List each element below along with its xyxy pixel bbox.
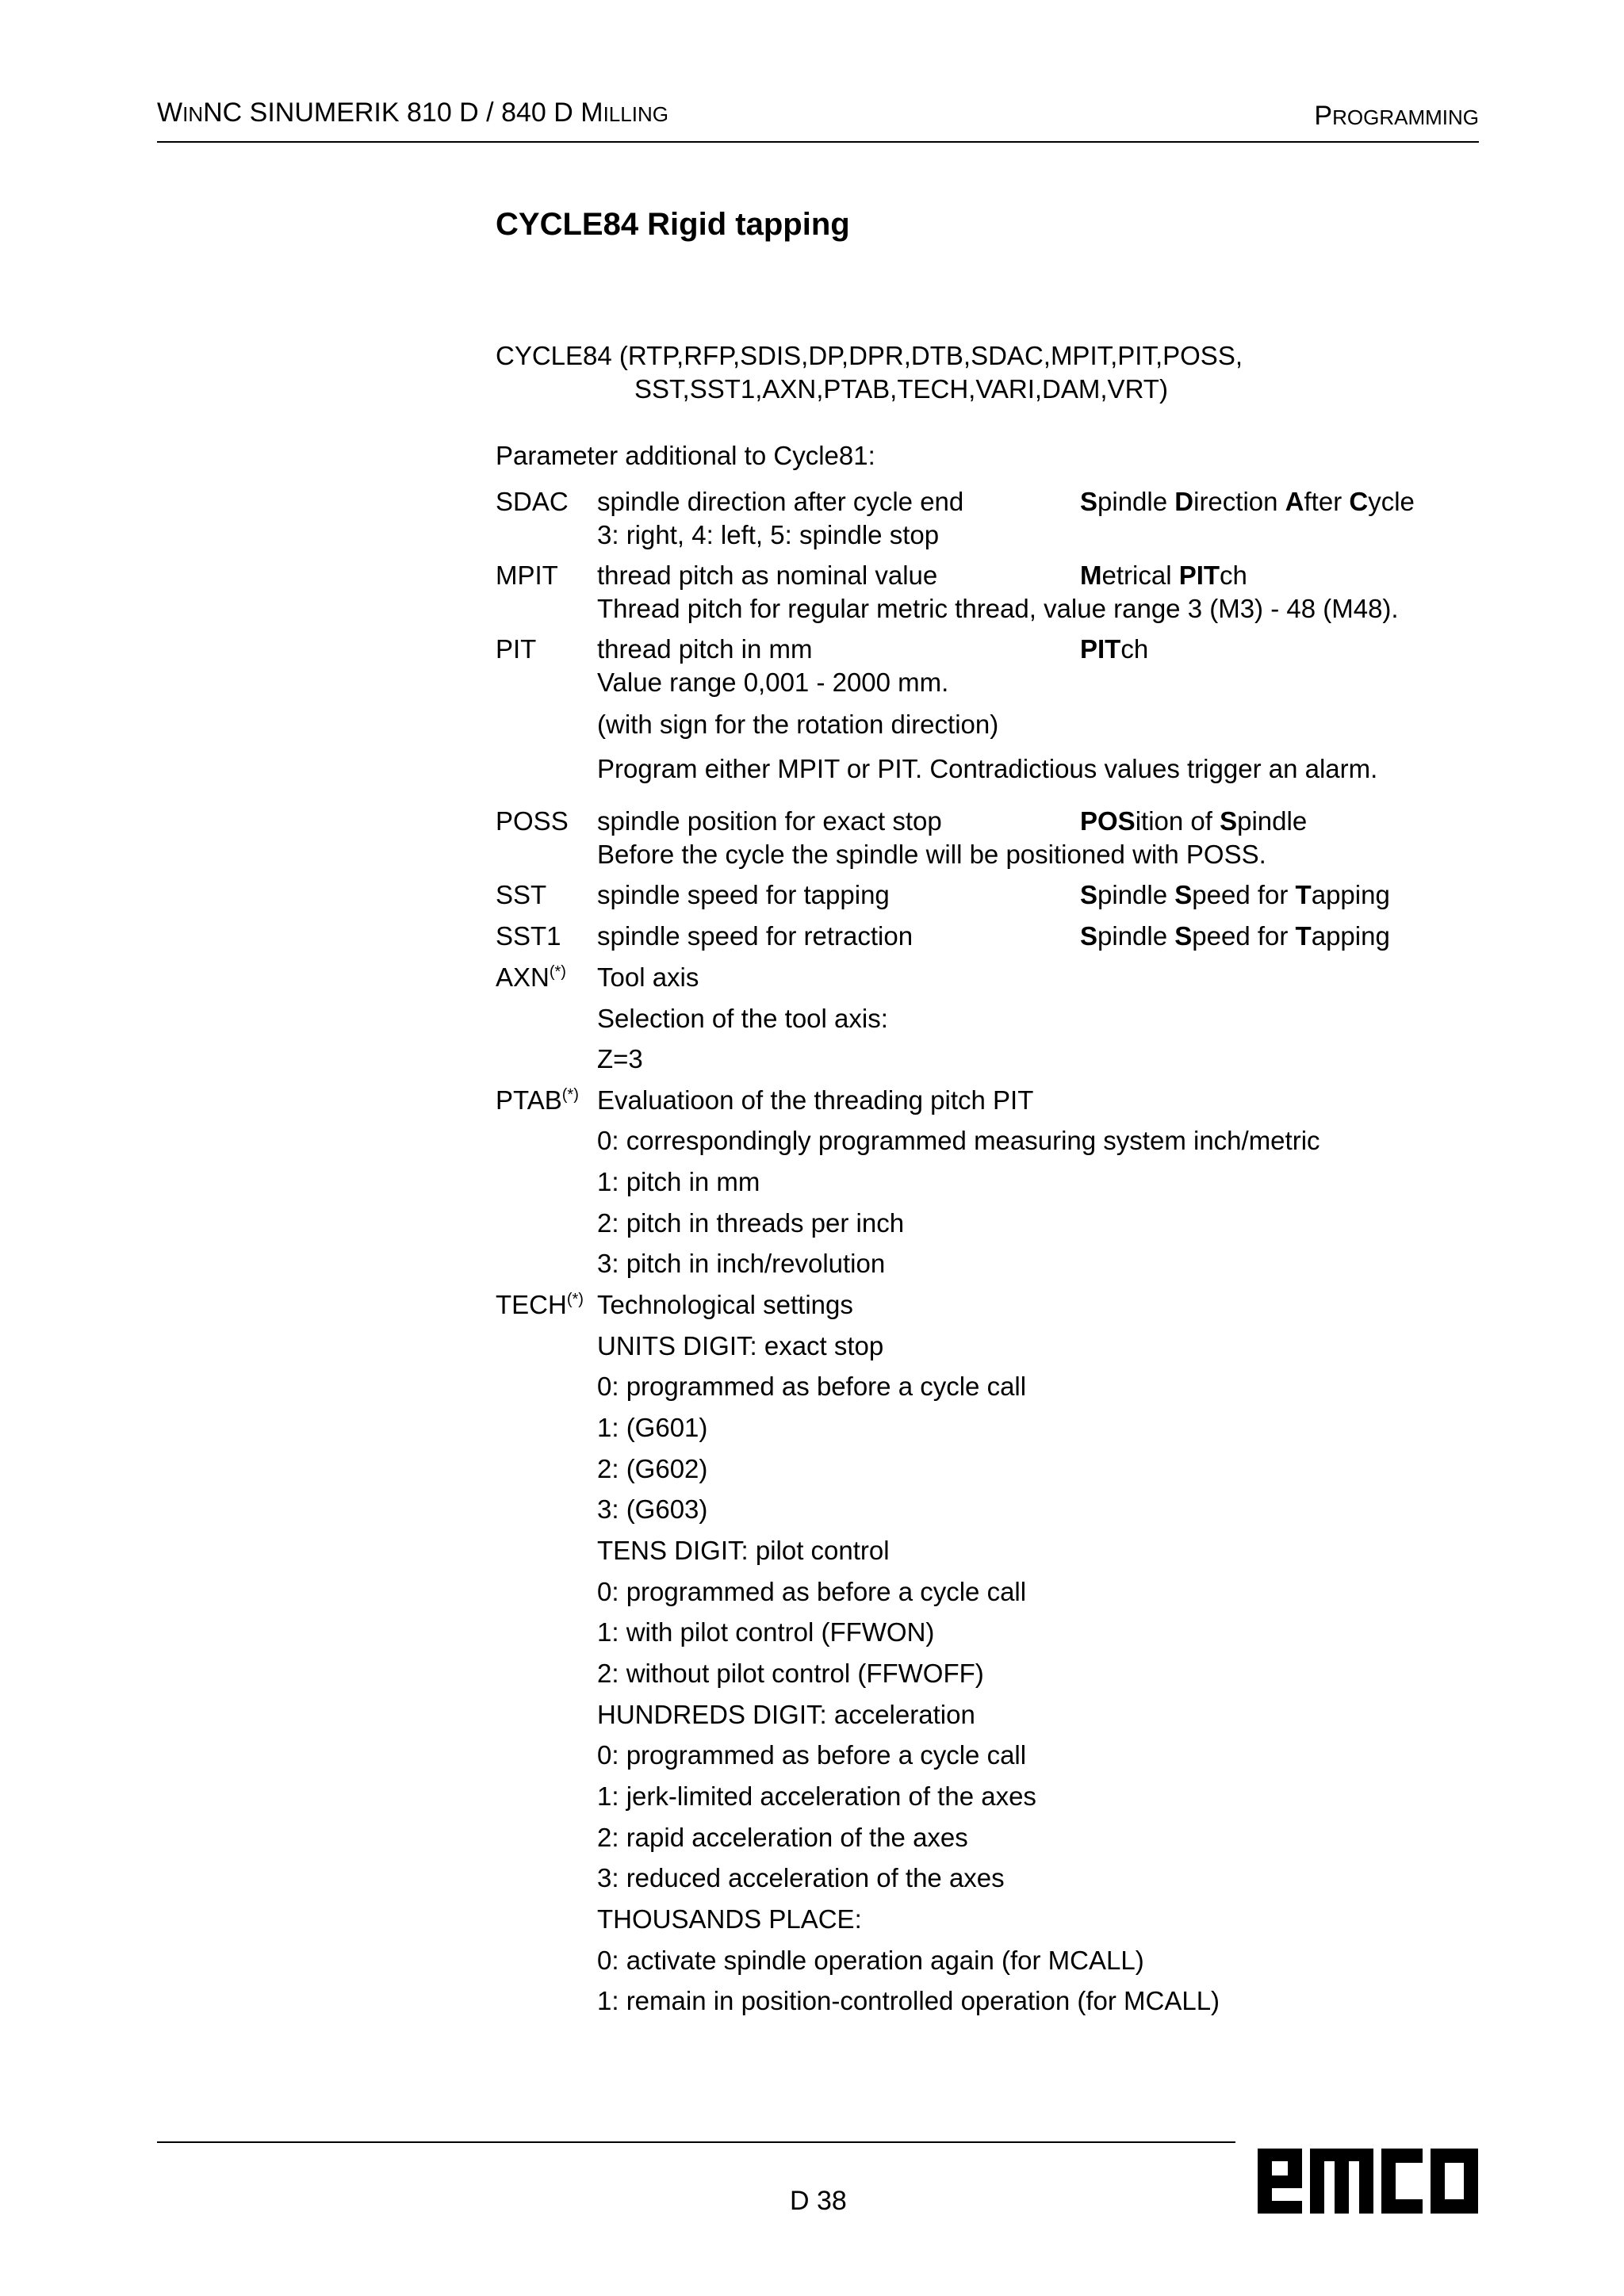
mnemonic-text: ch	[1220, 561, 1247, 590]
mnemonic-letter: D	[1174, 487, 1194, 516]
header-divider	[157, 141, 1479, 143]
mnemonic-text: peed for	[1192, 921, 1296, 951]
param-description: Thread pitch for regular metric thread, value range 3 (M3) - 48 (M48).	[597, 594, 1399, 623]
param-name-text: AXN	[496, 962, 550, 992]
mnemonic-letter: S	[1174, 880, 1193, 909]
page-number: D 38	[790, 2186, 847, 2216]
mnemonic-text: peed for	[1192, 880, 1296, 909]
param-description: 3: right, 4: left, 5: spindle stop	[597, 520, 940, 549]
param-mnemonic	[1080, 485, 1415, 519]
param-mnemonic	[1080, 878, 1390, 912]
param-description: spindle speed for retraction	[597, 921, 914, 951]
param-footnote-marker: (*)	[566, 1291, 584, 1308]
mnemonic-letter: S	[1174, 921, 1193, 951]
param-mnemonic	[1080, 805, 1307, 838]
param-name	[496, 485, 569, 519]
page-title: CYCLE84 Rigid tapping	[496, 207, 850, 242]
left-part: ILLING	[603, 102, 668, 126]
mnemonic-letter: S	[1220, 806, 1238, 836]
mnemonic-letter: S	[1080, 880, 1098, 909]
mnemonic-text: etrical	[1101, 561, 1179, 590]
param-description: THOUSANDS PLACE:	[597, 1904, 862, 1934]
emco-logo	[1254, 2144, 1481, 2217]
param-description: 3: (G603)	[597, 1494, 708, 1524]
param-description: 0: programmed as before a cycle call	[597, 1372, 1027, 1401]
mnemonic-text: pindle	[1097, 487, 1175, 516]
mnemonic-text: fter	[1304, 487, 1350, 516]
param-description: 2: rapid acceleration of the axes	[597, 1823, 968, 1852]
right-part: P	[1314, 101, 1333, 131]
param-description: Evaluatioon of the threading pitch PIT	[597, 1085, 1034, 1115]
left-part: NC SINUMERIK 810 D / 840 D	[203, 98, 581, 128]
param-name	[496, 1288, 584, 1322]
param-description: TENS DIGIT: pilot control	[597, 1536, 890, 1565]
param-name-text: POSS	[496, 806, 569, 836]
param-description: spindle position for exact stop	[597, 806, 942, 836]
mnemonic-letter: T	[1295, 880, 1312, 909]
header-left-title	[157, 97, 668, 130]
param-name-text: SST	[496, 880, 547, 909]
param-name	[496, 633, 536, 666]
syntax-line-2: SST,SST1,AXN,PTAB,TECH,VARI,DAM,VRT)	[634, 374, 1168, 404]
intro-text: Parameter additional to Cycle81:	[496, 441, 875, 470]
left-part: IN	[182, 102, 204, 126]
mnemonic-text: pindle	[1097, 880, 1175, 909]
param-description: thread pitch as nominal value	[597, 561, 938, 590]
param-name-text: MPIT	[496, 561, 558, 590]
mnemonic-letter: PIT	[1178, 561, 1220, 590]
param-name	[496, 559, 558, 592]
mnemonic-letter: S	[1080, 921, 1098, 951]
param-description: HUNDREDS DIGIT: acceleration	[597, 1700, 975, 1729]
param-description: 1: jerk-limited acceleration of the axes	[597, 1781, 1036, 1811]
param-description: spindle direction after cycle end	[597, 487, 964, 516]
param-name	[496, 961, 566, 994]
param-name	[496, 920, 561, 953]
param-description: Value range 0,001 - 2000 mm.	[597, 668, 949, 697]
param-description: 0: programmed as before a cycle call	[597, 1577, 1027, 1606]
param-description: 2: (G602)	[597, 1454, 708, 1483]
param-name-text: SDAC	[496, 487, 569, 516]
param-description: 0: activate spindle operation again (for MCALL)	[597, 1946, 1144, 1975]
param-mnemonic	[1080, 633, 1148, 666]
mnemonic-text: pindle	[1097, 921, 1175, 951]
footer-divider	[157, 2141, 1235, 2143]
param-description: UNITS DIGIT: exact stop	[597, 1331, 884, 1360]
param-name	[496, 878, 546, 912]
param-description: 0: programmed as before a cycle call	[597, 1740, 1027, 1770]
mnemonic-text: ch	[1120, 634, 1149, 664]
mnemonic-text: pindle	[1237, 806, 1308, 836]
mnemonic-letter: M	[1080, 561, 1102, 590]
mnemonic-letter: S	[1080, 487, 1098, 516]
param-description: 0: correspondingly programmed measuring system inch/metric	[597, 1126, 1320, 1155]
mnemonic-letter: POS	[1080, 806, 1136, 836]
param-name-text: SST1	[496, 921, 561, 951]
mnemonic-text: irection	[1193, 487, 1285, 516]
param-description: 1: (G601)	[597, 1413, 708, 1442]
syntax-line-1: CYCLE84 (RTP,RFP,SDIS,DP,DPR,DTB,SDAC,MPIT,PIT,POSS,	[496, 341, 1243, 370]
left-part: M	[580, 98, 603, 128]
param-description: 2: without pilot control (FFWOFF)	[597, 1659, 984, 1688]
mnemonic-letter: PIT	[1080, 634, 1121, 664]
right-part: ROGRAMMING	[1332, 105, 1479, 129]
param-description: (with sign for the rotation direction)	[597, 710, 999, 739]
param-mnemonic	[1080, 920, 1390, 953]
param-name-text: TECH	[496, 1290, 567, 1319]
param-description: Z=3	[597, 1044, 643, 1073]
param-description: Tool axis	[597, 962, 699, 992]
param-description: Program either MPIT or PIT. Contradictious values trigger an alarm.	[597, 754, 1378, 783]
param-description: 3: pitch in inch/revolution	[597, 1249, 886, 1278]
mnemonic-text: ycle	[1368, 487, 1415, 516]
param-name-text: PTAB	[496, 1085, 562, 1115]
param-description: spindle speed for tapping	[597, 880, 890, 909]
param-footnote-marker: (*)	[561, 1086, 579, 1104]
param-name	[496, 805, 569, 838]
mnemonic-text: ition of	[1135, 806, 1220, 836]
param-description: thread pitch in mm	[597, 634, 813, 664]
param-description: 1: pitch in mm	[597, 1167, 760, 1196]
mnemonic-letter: T	[1295, 921, 1312, 951]
param-description: Selection of the tool axis:	[597, 1004, 888, 1033]
param-name	[496, 1084, 579, 1117]
param-name-text: PIT	[496, 634, 537, 664]
param-description: 3: reduced acceleration of the axes	[597, 1863, 1005, 1892]
param-footnote-marker: (*)	[549, 963, 566, 981]
left-part: W	[157, 98, 183, 128]
mnemonic-text: apping	[1311, 880, 1390, 909]
mnemonic-letter: C	[1349, 487, 1369, 516]
param-description: 1: remain in position-controlled operation (for MCALL)	[597, 1986, 1220, 2015]
param-description: Before the cycle the spindle will be positioned with POSS.	[597, 840, 1266, 869]
header-right-section	[1314, 100, 1479, 133]
mnemonic-text: apping	[1311, 921, 1390, 951]
param-mnemonic	[1080, 559, 1247, 592]
param-description: 2: pitch in threads per inch	[597, 1208, 905, 1238]
param-description: Technological settings	[597, 1290, 853, 1319]
mnemonic-letter: A	[1285, 487, 1304, 516]
param-description: 1: with pilot control (FFWON)	[597, 1617, 935, 1647]
